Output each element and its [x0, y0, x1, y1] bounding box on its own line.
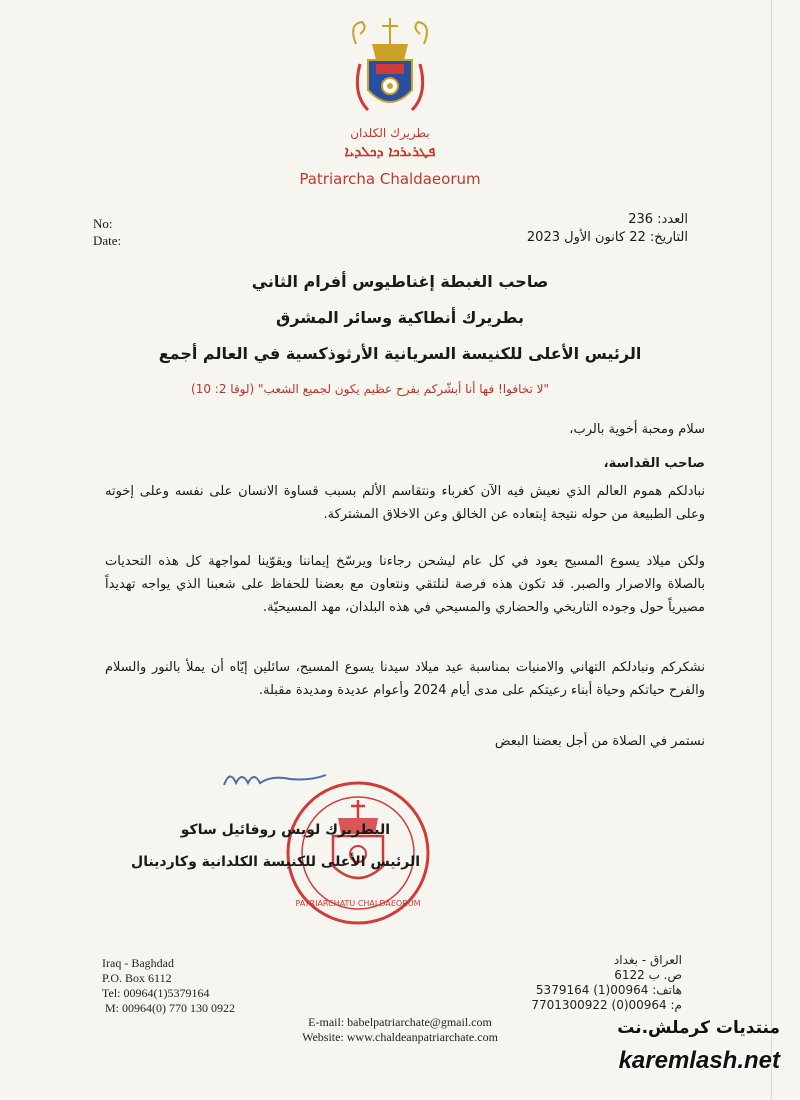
signatory-name: البطريرك لويس روفائيل ساكو — [180, 822, 390, 838]
official-seal-icon — [283, 778, 433, 928]
footer-ar-line-2: ص. ب 6122 — [614, 968, 682, 982]
footer-ar-line-3: هاتف: 00964(1) 5379164 — [535, 983, 682, 997]
footer-en-line-4: M: 00964(0) 770 130 0922 — [105, 1001, 235, 1015]
footer-en-line-1: Iraq - Baghdad — [102, 956, 174, 970]
footer-ar-line-1: العراق - بغداد — [613, 953, 682, 967]
watermark-latin: karemlash.net — [618, 1047, 780, 1074]
number-label-en: No: — [93, 216, 113, 231]
salutation: صاحب القداسة، — [603, 456, 705, 471]
greeting: سلام ومحبة أخوية بالرب، — [569, 422, 705, 437]
footer-en-line-2: P.O. Box 6112 — [102, 971, 172, 985]
number-arabic: العدد: 236 — [628, 212, 688, 227]
footer-website[interactable]: Website: www.chaldeanpatriarchate.com — [302, 1030, 498, 1044]
paragraph-3: نشكركم ونبادلكم التهاني والامنيات بمناسبة عيد ميلاد سيدنا يسوع المسيح، سائلين إيّاه أن يملأ بالنور والسلام والفرح حياتكم وحياة أبناء رعيتكم على مدى أيام 2024 وأعوام عديدة ومديدة مقبلة. — [105, 660, 705, 698]
date-label-en: Date: — [93, 233, 122, 248]
addressee-line-3: الرئيس الأعلى للكنيسة السريانية الأرثوذكسية في العالم أجمع — [158, 344, 642, 363]
footer-en-line-3: Tel: 00964(1)5379164 — [102, 986, 210, 1000]
seal-text: PATRIARCHATU CHALDAEORUM — [295, 899, 421, 908]
paragraph-2: ولكن ميلاد يسوع المسيح يعود في كل عام ليشحن رجاءنا ويرسّخ إيماننا ويقوّينا لمواجهة كل هذه التحديات بالصلاة والاصرار والصبر. قد تكون هذه فرصة لنلتقي ونتعاون مع بعضنا للحفاظ على شعبنا الذي يواجه تهديداً مصيرياً حول وجوده التاريخي والحضاري والمسيحي في هذه البلدان، مهد المسيحيّة. — [105, 554, 705, 615]
addressee-line-2: بطريرك أنطاكية وسائر المشرق — [276, 308, 524, 327]
scripture-verse: "لا تخافوا! فها أنا أبشّركم بفرح عظيم يكون لجميع الشعب" (لوقا 2: 10) — [191, 382, 549, 396]
letterhead-syriac-name: ܦܛܪܝܪܟܐ ܕܟܠܕܝܐ — [344, 144, 436, 160]
footer-ar-line-4: م: 00964(0) 7701300922 — [531, 998, 682, 1012]
signatory-title: الرئيس الأعلى للكنيسة الكلدانية وكاردينال — [131, 854, 420, 870]
letterhead-arabic-name: بطريرك الكلدان — [350, 126, 430, 140]
patriarchal-crest-icon — [338, 14, 442, 124]
closing-line: نستمر في الصلاة من أجل بعضنا البعض — [494, 734, 705, 749]
footer-email[interactable]: E-mail: babelpatriarchate@gmail.com — [308, 1015, 492, 1029]
page-edge — [771, 0, 772, 1100]
addressee-line-1: صاحب الغبطة إغناطيوس أفرام الثاني — [251, 272, 549, 291]
watermark-arabic: منتديات كرملش.نت — [617, 1018, 780, 1038]
letterhead-latin-name: Patriarcha Chaldaeorum — [299, 170, 481, 188]
date-arabic: التاريخ: 22 كانون الأول 2023 — [526, 230, 688, 245]
paragraph-1: نبادلكم هموم العالم الذي نعيش فيه الآن كغرباء ونتقاسم الألم بسبب قساوة الانسان على نفسه وعلى إخوته وعلى الطبيعة من حوله نتيجة إبتعاده عن الخالق وعن الاخلاق المشتركة. — [105, 484, 705, 522]
